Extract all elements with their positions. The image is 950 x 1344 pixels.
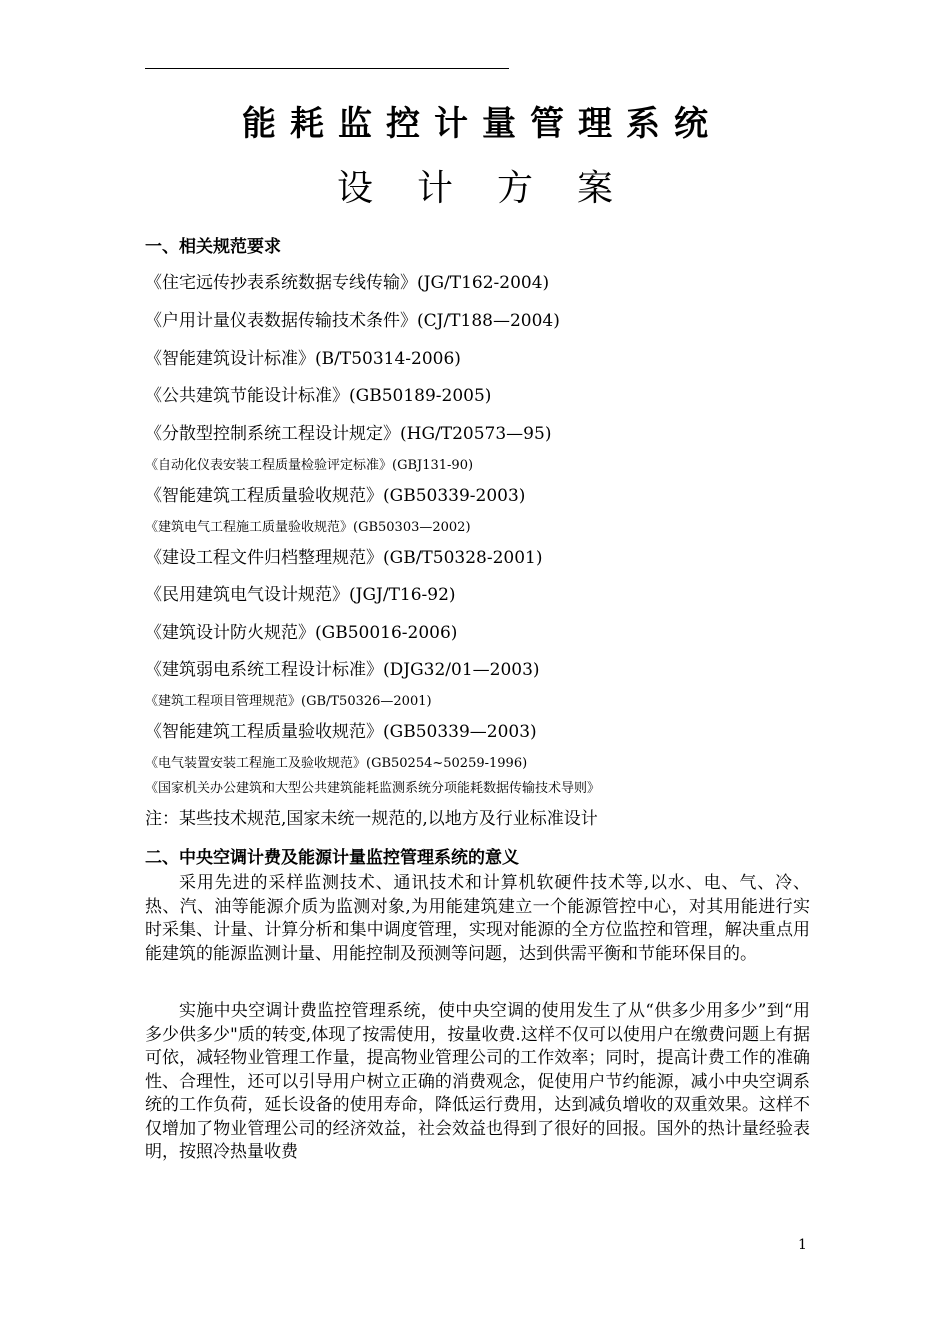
page-number: 1: [798, 1237, 807, 1253]
section-heading-standards: 一、相关规范要求: [145, 237, 281, 257]
standard-item: 《户用计量仪表数据传输技术条件》(CJ/T188—2004): [145, 311, 560, 331]
section-heading-significance: 二、中央空调计费及能源计量监控管理系统的意义: [145, 848, 519, 868]
standard-item: 《国家机关办公建筑和大型公共建筑能耗监测系统分项能耗数据传输技术导则》: [145, 781, 601, 796]
standard-item: 《建筑工程项目管理规范》(GB/T50326—2001): [145, 694, 432, 709]
document-subtitle: 设计方案: [336, 168, 657, 209]
document-title: 能耗监控计量管理系统: [242, 104, 722, 144]
header-rule: [145, 68, 509, 69]
standard-item: 《智能建筑设计标准》(B/T50314-2006): [145, 349, 461, 369]
standard-item: 《住宅远传抄表系统数据专线传输》(JG/T162-2004): [145, 273, 550, 293]
standards-note: 注：某些技术规范,国家未统一规范的,以地方及行业标准设计: [145, 809, 598, 829]
standard-item: 《智能建筑工程质量验收规范》(GB50339—2003): [145, 722, 537, 742]
standard-item: 《公共建筑节能设计标准》(GB50189-2005): [145, 386, 492, 406]
standard-item: 《电气装置安装工程施工及验收规范》(GB50254~50259-1996): [145, 756, 528, 771]
standard-item: 《建筑弱电系统工程设计标准》(DJG32/01—2003): [145, 660, 540, 680]
standard-item: 《民用建筑电气设计规范》(JGJ/T16-92): [145, 585, 456, 605]
standard-item: 《自动化仪表安装工程质量检验评定标准》(GBJ131-90): [145, 458, 474, 473]
standard-item: 《建设工程文件归档整理规范》(GB/T50328-2001): [145, 548, 543, 568]
body-paragraph: 实施中央空调计费监控管理系统，使中央空调的使用发生了从“供多少用多少”到“用多少供多少"质的转变,体现了按需使用，按量收费.这样不仅可以使用户在缴费问题上有据可依，减轻物业管理工作量，提高物业管理公司的工作效率；同时，提高计费工作的准确性、合理性，还可以引导用户树立正确的消费观念，促使用户节约能源，减小中央空调系统的工作负荷，延长设备的使用寿命，降低运行费用，达到减负增收的双重效果。这样不仅增加了物业管理公司的经济效益，社会效益也得到了很好的回报。国外的热计量经验表明，按照冷热量收费: [145, 1001, 810, 1162]
standard-item: 《建筑电气工程施工质量验收规范》(GB50303—2002): [145, 520, 471, 535]
body-paragraph: 采用先进的采样监测技术、通讯技术和计算机软硬件技术等,以水、电、气、冷、热、汽、油等能源介质为监测对象,为用能建筑建立一个能源管控中心，对其用能进行实时采集、计量、计算分析和集中调度管理，实现对能源的全方位监控和管理，解决重点用能建筑的能源监测计量、用能控制及预测等问题，达到供需平衡和节能环保目的。: [145, 873, 810, 964]
standard-item: 《智能建筑工程质量验收规范》(GB50339-2003): [145, 486, 526, 506]
standard-item: 《建筑设计防火规范》(GB50016-2006): [145, 623, 458, 643]
standard-item: 《分散型控制系统工程设计规定》(HG/T20573—95): [145, 424, 552, 444]
